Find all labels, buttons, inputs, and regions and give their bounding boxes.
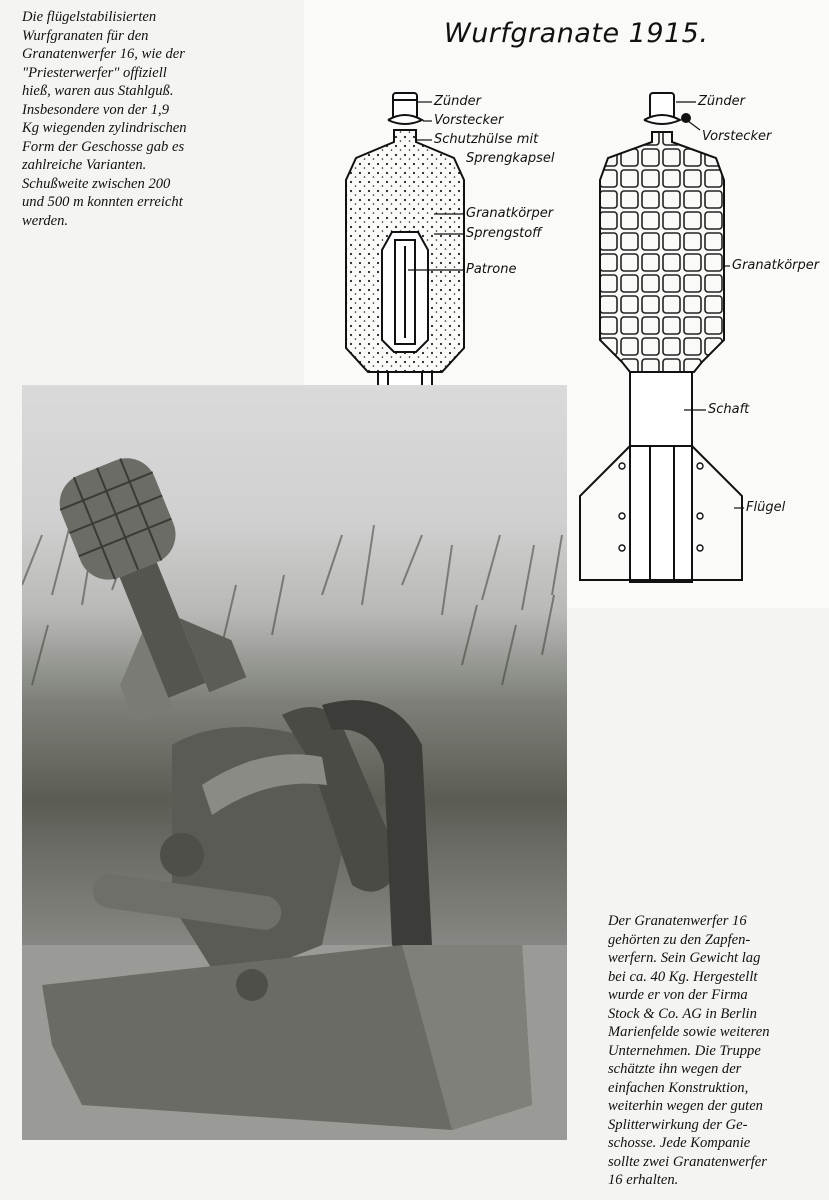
caption-line: Unternehmen. Die Truppe [608, 1042, 761, 1059]
label-schaft-right: Schaft [708, 402, 750, 417]
caption-bottom [608, 912, 823, 1190]
caption-line: hieß, waren aus Stahlguß. [22, 83, 174, 99]
label-vorstecker-right: Vorstecker [702, 129, 772, 144]
label-schutzhuelse-line1: Schutzhülse mit [434, 132, 539, 147]
caption-line: weiterhin wegen der guten [608, 1098, 763, 1114]
caption-line: Schußweite zwischen 200 [22, 175, 171, 192]
caption-line: 16 erhalten. [608, 1172, 679, 1188]
caption-line: schosse. Jede Kompanie [608, 1135, 751, 1151]
label-zuender-right: Zünder [698, 94, 745, 109]
caption-line: Der Granatenwerfer 16 [608, 913, 747, 929]
caption-line: Insbesondere von der 1,9 [22, 101, 169, 118]
caption-line: sollte zwei Granatenwerfer [608, 1153, 767, 1170]
caption-line: werfern. Sein Gewicht lag [608, 950, 761, 966]
label-granatkoerper-right: Granatkörper [732, 258, 820, 273]
caption-line: Wurfgranaten für den [22, 27, 149, 44]
caption-line: Kg wiegenden zylindrischen [22, 120, 187, 136]
caption-line: gehörten zu den Zapfen- [608, 931, 751, 948]
caption-line: Die flügelstabilisierten [22, 9, 157, 25]
caption-line: Splitterwirkung der Ge- [608, 1116, 748, 1133]
label-patrone: Patrone [466, 262, 517, 277]
caption-line: wurde er von der Firma [608, 987, 748, 1003]
label-granatkoerper-left: Granatkörper [466, 206, 554, 221]
mortar-photograph [22, 385, 567, 1140]
caption-line: werden. [22, 212, 69, 229]
caption-line: bei ca. 40 Kg. Hergestellt [608, 968, 758, 985]
caption-line: Stock & Co. AG in Berlin [608, 1005, 757, 1022]
caption-line: schätzte ihn wegen der [608, 1061, 742, 1077]
mortar-illustration [22, 385, 567, 1140]
drawing-title: Wurfgranate 1915. [444, 18, 709, 49]
label-sprengstoff: Sprengstoff [466, 226, 542, 241]
label-zuender-left: Zünder [434, 94, 481, 109]
label-vorstecker-left: Vorstecker [434, 113, 504, 128]
caption-line: Form der Geschosse gab es [22, 138, 185, 155]
caption-line: Granatenwerfer 16, wie der [22, 46, 185, 62]
caption-line: Marienfelde sowie weiteren [608, 1024, 770, 1040]
caption-line: "Priesterwerfer" offiziell [22, 64, 167, 81]
label-fluegel-right: Flügel [746, 500, 786, 515]
caption-top [22, 8, 262, 230]
caption-line: einfachen Konstruktion, [608, 1079, 749, 1096]
label-schutzhuelse-line2: Sprengkapsel [466, 151, 555, 166]
caption-line: zahlreiche Varianten. [22, 157, 147, 173]
caption-line: und 500 m konnten erreicht [22, 194, 183, 210]
